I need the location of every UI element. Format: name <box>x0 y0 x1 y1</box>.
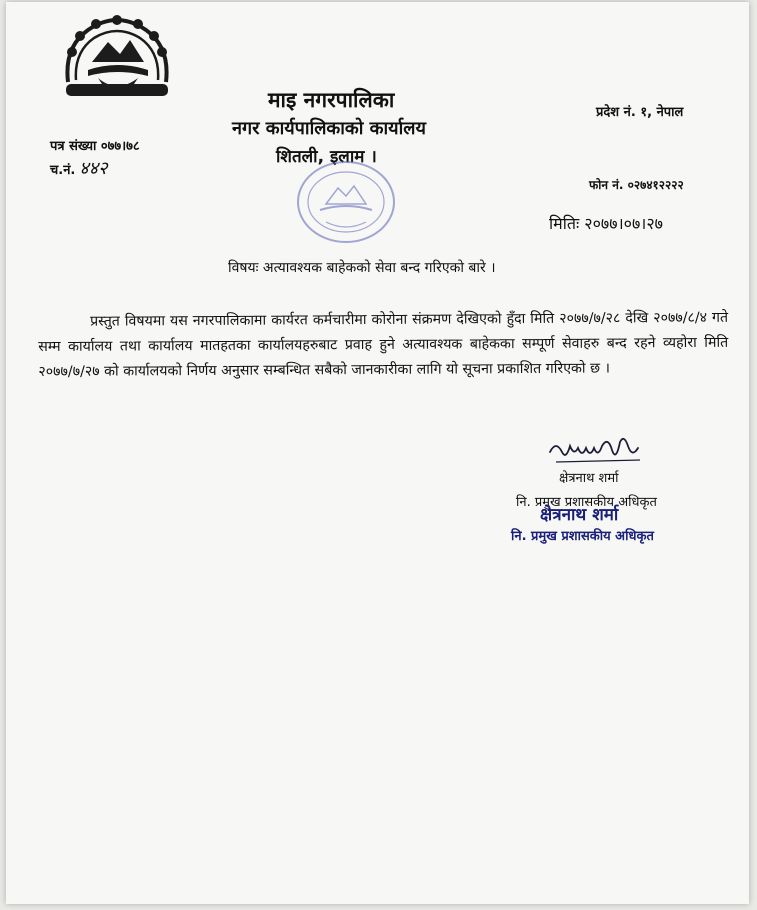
letter-date: मितिः २०७७।०७।२७ <box>549 214 663 233</box>
letter-number: पत्र संख्या ०७७।७८ <box>50 139 140 154</box>
signer-name: क्षेत्रनाथ शर्मा <box>559 471 619 486</box>
municipality-name: माइ नगरपालिका <box>268 88 395 112</box>
dispatch-label: च.नं. <box>50 163 76 178</box>
nepal-emblem-icon <box>58 12 176 102</box>
handwritten-signature <box>546 432 646 468</box>
letter-page <box>6 2 749 904</box>
phone-number: फोन नं. ०२७४१२२२२ <box>589 178 684 192</box>
stamp-signer-title: नि. प्रमुख प्रशासकीय अधिकृत <box>511 529 654 544</box>
office-name: नगर कार्यपालिकाको कार्यालय <box>232 118 426 139</box>
round-seal-icon <box>286 152 406 252</box>
province-label: प्रदेश नं. १, नेपाल <box>596 105 684 120</box>
signer-title: नि. प्रमुख प्रशासकीय अधिकृत <box>516 495 657 510</box>
dispatch-value: ४४२ <box>79 158 108 179</box>
dispatch-number <box>50 156 107 180</box>
subject-line: विषयः अत्यावश्यक बाहेकको सेवा बन्द गरिएको बारे । <box>228 260 496 276</box>
notice-body: प्रस्तुत विषयमा यस नगरपालिकामा कार्यरत कर्मचारीमा कोरोना संक्रमण देखिएको हुँदा मिति २०७७/७/२८ देखि २०७७/८/४ गते सम्म कार्यालय तथा कार्यालय मातहतका कार्यालयहरुबाट प्रवाह हुने अत्यावश्यक बाहेकका सम्पूर्ण सेवाहरु बन्द रहने व्यहोरा मिति २०७७/७/२७ को कार्यालयको निर्णय अनुसार सम्बन्धित सबैको जानकारीका लागि यो सूचना प्रकाशित गरिएको छ । <box>38 309 729 380</box>
stamp-signer-name: क्षेत्रनाथ शर्मा <box>540 505 619 525</box>
office-location: शितली, इलाम । <box>276 147 377 167</box>
